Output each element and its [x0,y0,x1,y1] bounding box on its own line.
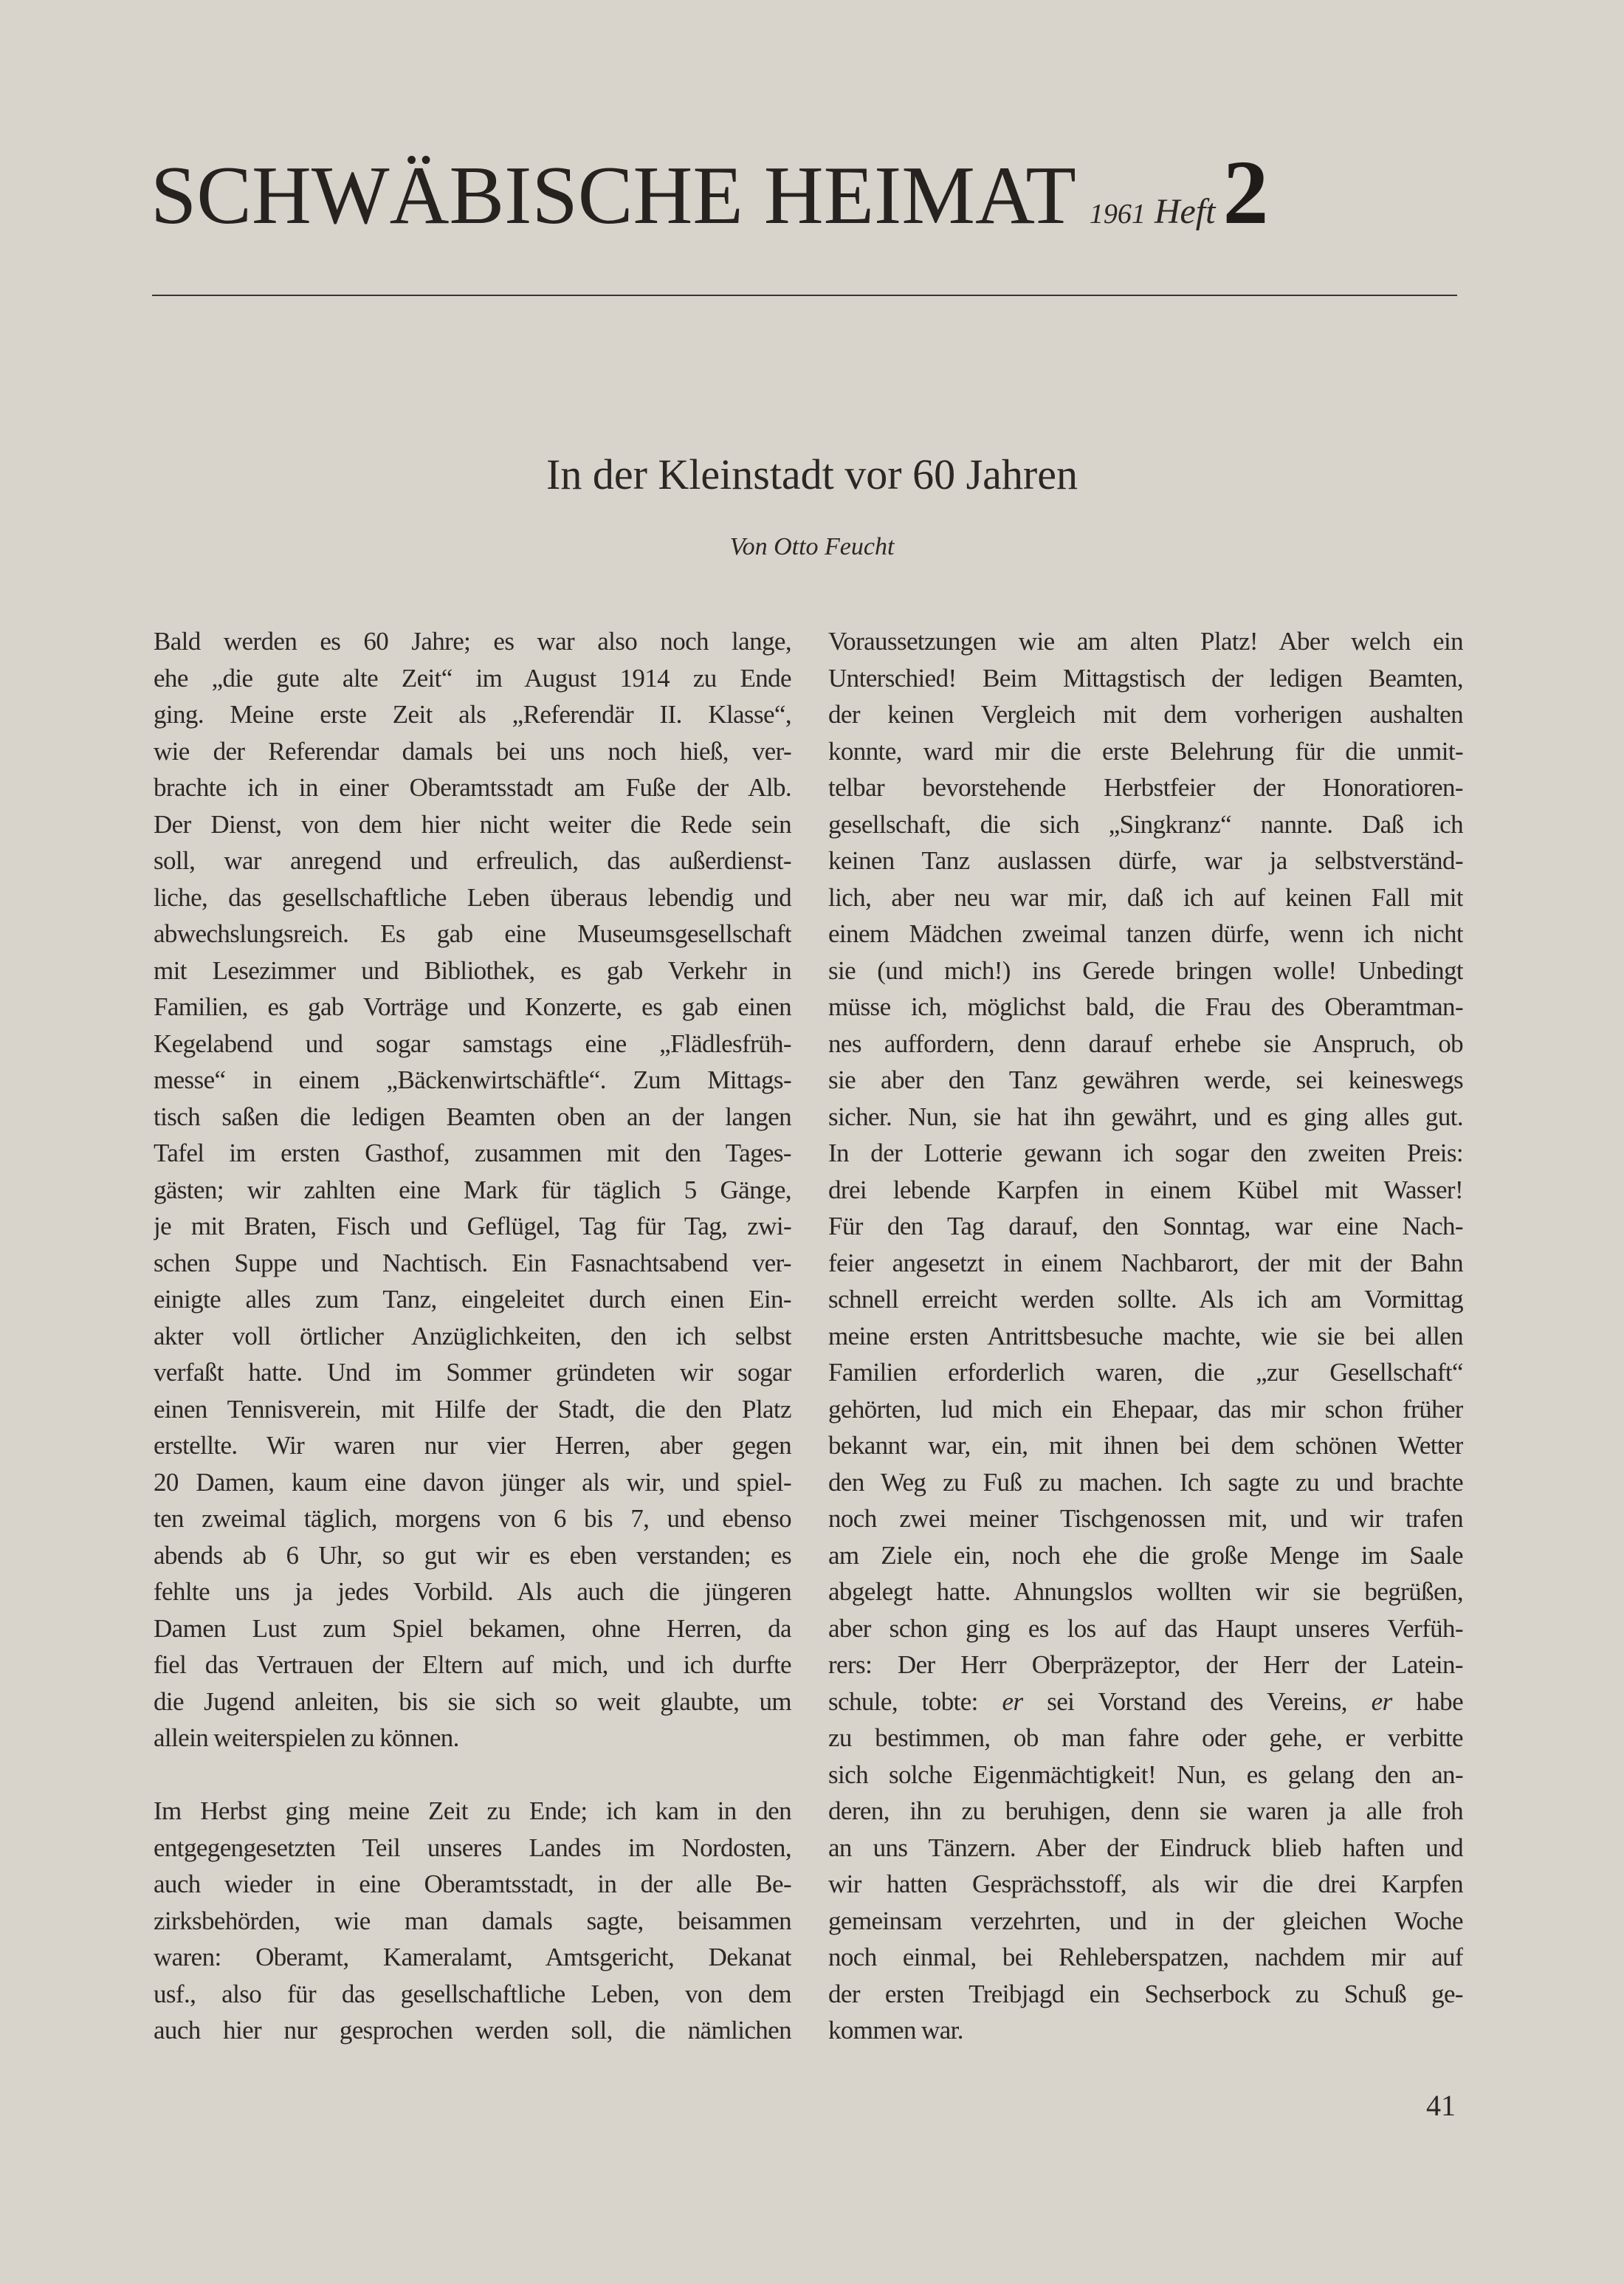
text-line: Familien, es gab Vorträge und Konzerte, es gab einen [154,992,791,1021]
text-line: abwechslungsreich. Es gab eine Museumsgesellschaft [154,919,791,948]
masthead-rule [152,295,1457,296]
issue-number: 2 [1222,142,1269,243]
text-line: gästen; wir zahlten eine Mark für täglich 5 Gänge, [154,1175,791,1204]
text-line: Bald werden es 60 Jahre; es war also noch lange, [154,627,791,656]
text-line: schule, tobte: er sei Vorstand des Vereins, er habe [828,1686,1463,1716]
text-line: sich solche Eigenmächtigkeit! Nun, es gelang den an- [828,1760,1463,1789]
masthead [151,142,1465,255]
page-number: 41 [1426,2089,1456,2122]
text-line: feier angesetzt in einem Nachbarort, der mit der Bahn [828,1248,1463,1277]
text-line: 20 Damen, kaum eine davon jünger als wir, und spiel- [154,1467,791,1497]
text-line: messe“ in einem „Bäckenwirtschäftle“. Zum Mittags- [154,1065,791,1094]
text-line: kommen war. [828,2016,963,2045]
text-line: Voraussetzungen wie am alten Platz! Aber welch ein [828,627,1463,656]
text-line: ten zweimal täglich, morgens von 6 bis 7, und ebenso [154,1504,791,1533]
text-line: meine ersten Antrittsbesuche machte, wie sie bei allen [828,1321,1463,1350]
text-line: drei lebende Karpfen in einem Kübel mit Wasser! [828,1175,1463,1204]
text-line: ehe „die gute alte Zeit“ im August 1914 zu Ende [154,663,791,693]
text-line: In der Lotterie gewann ich sogar den zweiten Preis: [828,1139,1463,1167]
text-line: sie aber den Tanz gewähren werde, sei keineswegs [828,1065,1463,1094]
emphasis: er [1002,1686,1023,1716]
emphasis: er [1371,1686,1392,1716]
article-byline: Von Otto Feucht [729,533,895,560]
text-line: abgelegt hatte. Ahnungslos wollten wir sie begrüßen, [828,1577,1463,1606]
text-line: schen Suppe und Nachtisch. Ein Fasnachtsabend ver- [154,1248,791,1277]
text-line: lich, aber neu war mir, daß ich auf keinen Fall mit [828,882,1463,912]
magazine-title: SCHWÄBISCHE HEIMAT [151,150,1076,241]
text-line: sicher. Nun, sie hat ihn gewährt, und es ging alles gut. [828,1102,1463,1131]
text-line: nes auffordern, denn darauf erhebe sie Anspruch, ob [828,1029,1463,1058]
article-title: In der Kleinstadt vor 60 Jahren [546,450,1078,498]
text-line: allein weiterspielen zu können. [154,1723,459,1752]
text-line: zu bestimmen, ob man fahre oder gehe, er verbitte [828,1723,1463,1752]
text-line: usf., also für das gesellschaftliche Leben, von dem [154,1979,791,2008]
text-line: verfaßt hatte. Und im Sommer gründeten wir sogar [154,1358,791,1387]
text-line: der ersten Treibjagd ein Sechserbock zu Schuß ge- [828,1979,1463,2008]
text-line: deren, ihn zu beruhigen, denn sie waren ja alle froh [828,1796,1463,1825]
issue-year: 1961 [1089,199,1146,230]
text-line: noch zwei meiner Tischgenossen mit, und wir trafen [828,1504,1463,1533]
text-line: konnte, ward mir die erste Belehrung für die unmit- [828,736,1463,766]
text-line: abends ab 6 Uhr, so gut wir es eben verstanden; es [154,1540,791,1570]
text-line: wir hatten Gesprächsstoff, als wir die drei Karpfen [828,1870,1463,1898]
text-line: Unterschied! Beim Mittagstisch der ledigen Beamten, [828,663,1463,693]
text-line: den Weg zu Fuß zu machen. Ich sagte zu und brachte [828,1467,1463,1497]
text-line: fehlte uns ja jedes Vorbild. Als auch die jüngeren [154,1577,791,1606]
text-line: zirksbehörden, wie man damals sagte, beisammen [154,1906,791,1935]
text-line: erstellte. Wir waren nur vier Herren, aber gegen [154,1431,791,1460]
issue-label: Heft [1154,192,1216,231]
text-line: gehörten, lud mich ein Ehepaar, das mir schon früher [828,1394,1463,1424]
text-line: wie der Referendar damals bei uns noch hieß, ver- [154,736,791,766]
text-line: Kegelabend und sogar samstags eine „Flädlesfrüh- [154,1029,791,1058]
text-line: der keinen Vergleich mit dem vorherigen aushalten [828,700,1463,729]
text-line: gemeinsam verzehrten, und in der gleichen Woche [828,1906,1463,1935]
text-line: sie (und mich!) ins Gerede bringen wolle! Unbedingt [828,955,1463,985]
text-line: soll, war anregend und erfreulich, das außerdienst- [154,846,791,875]
text-line: telbar bevorstehende Herbstfeier der Honoratioren- [828,773,1463,802]
paragraph [828,623,1463,2049]
text-line: brachte ich in einer Oberamtsstadt am Fuße der Alb. [154,773,791,802]
text-line: rers: Der Herr Oberpräzeptor, der Herr der Latein- [828,1650,1463,1679]
text-line: Für den Tag darauf, den Sonntag, war eine Nach- [828,1212,1463,1240]
text-line: einen Tennisverein, mit Hilfe der Stadt, die den Platz [154,1394,791,1424]
text-line: auch wieder in eine Oberamtsstadt, in der alle Be- [154,1870,791,1898]
text-line: liche, das gesellschaftliche Leben überaus lebendig und [154,882,791,912]
paragraph-gap [154,1757,791,1793]
text-line: entgegengesetzten Teil unseres Landes im Nordosten, [154,1833,791,1862]
text-line: Damen Lust zum Spiel bekamen, ohne Herren, da [154,1613,791,1643]
text-line: am Ziele ein, noch ehe die große Menge im Saale [828,1540,1463,1570]
left-column [154,623,791,2049]
text-line: schnell erreicht werden sollte. Als ich am Vormittag [828,1285,1463,1314]
text-line: fiel das Vertrauen der Eltern auf mich, und ich durfte [154,1650,791,1679]
text-line: waren: Oberamt, Kameralamt, Amtsgericht, Dekanat [154,1943,791,1971]
text-line: mit Lesezimmer und Bibliothek, es gab Verkehr in [154,955,791,985]
text-line: tisch saßen die ledigen Beamten oben an der langen [154,1102,791,1131]
text-line: keinen Tanz auslassen dürfe, war ja selbstverständ- [828,846,1463,875]
text-line: aber schon ging es los auf das Haupt unseres Verfüh- [828,1613,1463,1643]
text-line: einigte alles zum Tanz, eingeleitet durch einen Ein- [154,1285,791,1314]
text-line: Tafel im ersten Gasthof, zusammen mit den Tages- [154,1139,791,1167]
text-line: ging. Meine erste Zeit als „Referendär II. Klasse“, [154,700,791,729]
right-column [828,623,1463,2049]
text-line: einem Mädchen zweimal tanzen dürfe, wenn ich nicht [828,919,1463,948]
text-line: Im Herbst ging meine Zeit zu Ende; ich kam in den [154,1796,791,1825]
text-line: gesellschaft, die sich „Singkranz“ nannte. Daß ich [828,809,1463,839]
text-line: auch hier nur gesprochen werden soll, die nämlichen [154,2016,791,2045]
text-line: noch einmal, bei Rehleberspatzen, nachdem mir auf [828,1943,1463,1971]
text-line: akter voll örtlicher Anzüglichkeiten, den ich selbst [154,1321,791,1350]
text-line: Der Dienst, von dem hier nicht weiter die Rede sein [154,809,791,839]
text-line: je mit Braten, Fisch und Geflügel, Tag für Tag, zwi- [154,1212,791,1240]
text-line: bekannt war, ein, mit ihnen bei dem schönen Wetter [828,1431,1463,1460]
text-line: die Jugend anleiten, bis sie sich so weit glaubte, um [154,1686,791,1716]
text-line: müsse ich, möglichst bald, die Frau des Oberamtman- [828,992,1463,1021]
paragraph [154,1793,791,2049]
text-line: Familien erforderlich waren, die „zur Gesellschaft“ [828,1358,1463,1387]
text-line: an uns Tänzern. Aber der Eindruck blieb haften und [828,1833,1463,1862]
paragraph [154,623,791,1757]
